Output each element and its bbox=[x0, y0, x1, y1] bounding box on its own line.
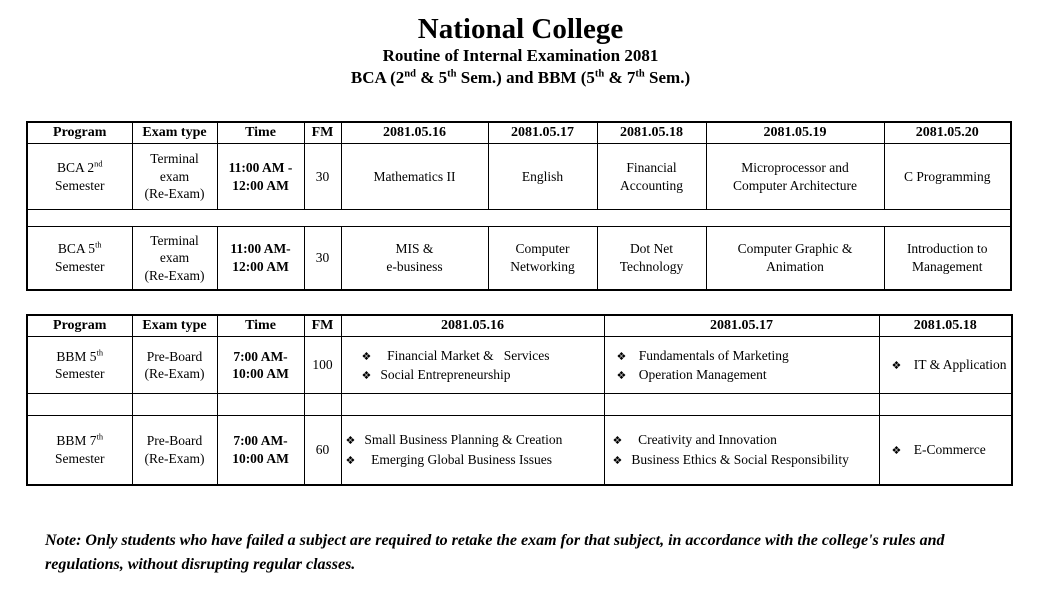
table-cell: Terminal exam (Re-Exam) bbox=[132, 227, 217, 290]
spacer-cell bbox=[341, 394, 604, 416]
table-cell bbox=[879, 416, 1012, 485]
bbm-exam-table-grid bbox=[26, 314, 1013, 486]
table-cell: Mathematics II bbox=[341, 144, 488, 210]
column-header: 2081.05.16 bbox=[341, 122, 488, 144]
spacer-cell bbox=[879, 394, 1012, 416]
subject-item bbox=[892, 355, 1010, 375]
table-cell: 11:00 AM - 12:00 AM bbox=[217, 144, 304, 210]
table-cell bbox=[341, 337, 604, 394]
header-row bbox=[27, 122, 1011, 144]
column-header: 2081.05.18 bbox=[597, 122, 706, 144]
subject-label: Fundamentals of Marketing bbox=[635, 347, 789, 363]
table-cell: Microprocessor and Computer Architecture bbox=[706, 144, 884, 210]
table-row bbox=[27, 337, 1012, 394]
column-header: 2081.05.17 bbox=[604, 315, 879, 337]
table-cell: 100 bbox=[304, 337, 341, 394]
table-cell: 7:00 AM- 10:00 AM bbox=[217, 416, 304, 485]
table-cell: Pre-Board (Re-Exam) bbox=[132, 337, 217, 394]
diamond-bullet-icon: ❖ bbox=[345, 453, 356, 467]
table-cell: Dot Net Technology bbox=[597, 227, 706, 290]
table-cell: C Programming bbox=[884, 144, 1011, 210]
diamond-bullet-icon: ❖ bbox=[616, 369, 627, 383]
spacer-cell bbox=[132, 394, 217, 416]
column-header: 2081.05.16 bbox=[341, 315, 604, 337]
subject-label: Small Business Planning & Creation bbox=[364, 432, 563, 448]
diamond-bullet-icon: ❖ bbox=[891, 359, 902, 373]
subject-item bbox=[613, 450, 877, 470]
column-header: Time bbox=[217, 315, 304, 337]
column-header: Exam type bbox=[132, 122, 217, 144]
subject-item bbox=[362, 346, 602, 366]
diamond-bullet-icon: ❖ bbox=[612, 453, 623, 467]
semester-subtitle: BCA (2nd & 5th Sem.) and BBM (5th & 7th Sem.) bbox=[350, 68, 691, 88]
subject-label: E-Commerce bbox=[910, 442, 986, 458]
diamond-bullet-icon: ❖ bbox=[345, 434, 356, 448]
subject-item bbox=[346, 450, 602, 470]
table-cell: BBM 5th Semester bbox=[27, 337, 132, 394]
column-header: 2081.05.19 bbox=[706, 122, 884, 144]
column-header: FM bbox=[304, 315, 341, 337]
bbm-exam-table bbox=[26, 314, 1013, 486]
subject-label: Emerging Global Business Issues bbox=[364, 451, 552, 467]
table-row bbox=[27, 144, 1011, 210]
spacer-row bbox=[27, 394, 1012, 416]
bca-exam-table-grid bbox=[26, 121, 1012, 291]
diamond-bullet-icon: ❖ bbox=[616, 349, 627, 363]
column-header: 2081.05.17 bbox=[488, 122, 597, 144]
subject-label: Operation Management bbox=[635, 367, 767, 383]
document-header bbox=[0, 0, 1041, 89]
column-header: Time bbox=[217, 122, 304, 144]
table-cell bbox=[604, 337, 879, 394]
spacer-cell bbox=[27, 210, 1011, 227]
spacer-cell bbox=[304, 394, 341, 416]
spacer-row bbox=[27, 210, 1011, 227]
spacer-cell bbox=[604, 394, 879, 416]
column-header: FM bbox=[304, 122, 341, 144]
table-cell: Terminal exam (Re-Exam) bbox=[132, 144, 217, 210]
note-text: Note: Only students who have failed a subject are required to retake the exam for that subject, in accordance with the college's rules and regulations, without disrupting regular classes. bbox=[45, 532, 945, 573]
subject-label: Business Ethics & Social Responsibility bbox=[631, 451, 849, 467]
table-row bbox=[27, 416, 1012, 485]
table-cell bbox=[341, 416, 604, 485]
subject-label: IT & Application bbox=[910, 357, 1007, 373]
table-cell bbox=[604, 416, 879, 485]
table-cell: Computer Graphic & Animation bbox=[706, 227, 884, 290]
table-cell: 7:00 AM- 10:00 AM bbox=[217, 337, 304, 394]
subject-label: Social Entrepreneurship bbox=[380, 367, 511, 383]
table-cell: Pre-Board (Re-Exam) bbox=[132, 416, 217, 485]
table-cell: Introduction to Management bbox=[884, 227, 1011, 290]
table-cell: Computer Networking bbox=[488, 227, 597, 290]
table-cell: MIS & e-business bbox=[341, 227, 488, 290]
spacer-cell bbox=[217, 394, 304, 416]
routine-subtitle: Routine of Internal Examination 2081 bbox=[382, 46, 659, 66]
diamond-bullet-icon: ❖ bbox=[612, 434, 623, 448]
table-cell: 30 bbox=[304, 144, 341, 210]
subject-item bbox=[617, 365, 877, 385]
bca-exam-table bbox=[26, 121, 1012, 291]
table-cell: 30 bbox=[304, 227, 341, 290]
table-cell: BCA 5th Semester bbox=[27, 227, 132, 290]
page-title: National College bbox=[417, 13, 624, 45]
column-header: Exam type bbox=[132, 315, 217, 337]
subject-item bbox=[617, 346, 877, 366]
table-cell: Financial Accounting bbox=[597, 144, 706, 210]
table-cell: English bbox=[488, 144, 597, 210]
column-header: 2081.05.18 bbox=[879, 315, 1012, 337]
spacer-cell bbox=[27, 394, 132, 416]
diamond-bullet-icon: ❖ bbox=[891, 444, 902, 458]
column-header: 2081.05.20 bbox=[884, 122, 1011, 144]
column-header: Program bbox=[27, 315, 132, 337]
header-row bbox=[27, 315, 1012, 337]
column-header: Program bbox=[27, 122, 132, 144]
subject-label: Financial Market & Services bbox=[380, 347, 550, 363]
table-cell: 11:00 AM- 12:00 AM bbox=[217, 227, 304, 290]
subject-item bbox=[362, 365, 602, 385]
diamond-bullet-icon: ❖ bbox=[361, 349, 372, 363]
subject-item bbox=[892, 440, 1010, 460]
diamond-bullet-icon: ❖ bbox=[361, 369, 372, 383]
table-cell: 60 bbox=[304, 416, 341, 485]
table-cell bbox=[879, 337, 1012, 394]
table-row bbox=[27, 227, 1011, 290]
subject-label: Creativity and Innovation bbox=[631, 432, 777, 448]
table-cell: BBM 7th Semester bbox=[27, 416, 132, 485]
subject-item bbox=[346, 430, 602, 450]
table-cell: BCA 2nd Semester bbox=[27, 144, 132, 210]
subject-item bbox=[613, 430, 877, 450]
